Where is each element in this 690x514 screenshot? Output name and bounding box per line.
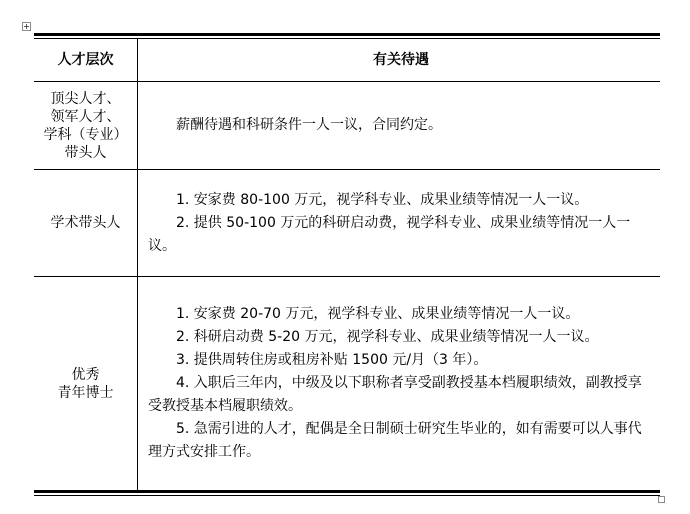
table-row [34,170,660,276]
benefit-item: 3. 提供周转住房或租房补贴 1500 元/月（3 年）。 [176,352,488,368]
level-line: 领军人才、 [50,108,121,125]
benefit-item: 1. 安家费 20-70 万元，视学科专业、成果业绩等情况一人一议。 [176,306,580,322]
table-header-row [34,39,660,81]
level-line: 学术带头人 [50,215,121,231]
level-line: 学科（专业） [43,126,128,143]
level-line: 顶尖人才、 [50,90,121,107]
header-level: 人才层次 [34,39,138,81]
benefit-item: 2. 科研启动费 5-20 万元，视学科专业、成果业绩等情况一人一议。 [176,329,599,345]
level-cell [34,82,138,169]
benefits-cell [138,277,660,490]
level-line: 优秀 [71,366,100,383]
header-benefits: 有关待遇 [373,51,429,68]
level-cell [34,170,138,276]
table-bottom-rule-inner [34,495,660,496]
level-line: 带头人 [64,144,107,161]
level-cell [34,277,138,490]
benefit-item: 薪酬待遇和科研条件一人一议，合同约定。 [176,117,442,133]
table-resize-handle-icon[interactable] [658,496,665,503]
benefits-cell [138,170,660,276]
benefit-item: 4. 入职后三年内，中级及以下职称者享受副教授基本档履职绩效，副教授享受教授基本档履职绩效。 [148,375,642,414]
benefit-item: 2. 提供 50-100 万元的科研启动费，视学科专业、成果业绩等情况一人一议。 [148,214,631,254]
level-line: 青年博士 [57,384,114,401]
benefits-cell [138,82,660,169]
benefit-item: 5. 急需引进的人才，配偶是全日制硕士研究生毕业的，如有需要可以人事代理方式安排工作。 [148,421,642,460]
table-row [34,82,660,169]
benefits-table [34,33,660,496]
table-move-handle-icon[interactable] [22,22,31,31]
benefit-item: 1. 安家费 80-100 万元，视学科专业、成果业绩等情况一人一议。 [176,191,589,208]
table-row [34,277,660,490]
